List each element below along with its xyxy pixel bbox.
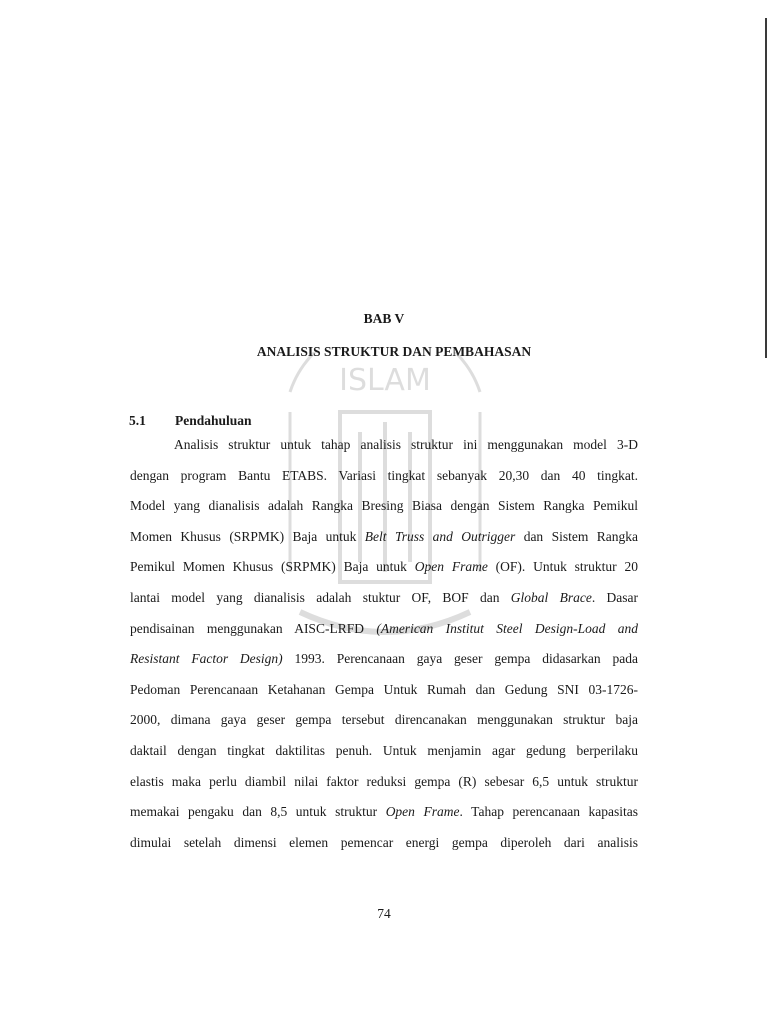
paragraph-line [130,583,638,614]
paragraph-line [130,644,638,675]
paragraph-line [130,552,638,583]
text-run: elastis maka perlu diambil nilai faktor reduksi gempa (R) sebesar 6,5 untuk struktur [130,773,638,789]
paragraph-line [130,430,638,461]
watermark-text: ISLAM [339,363,431,398]
text-run: pendisainan menggunakan AISC-LRFD [130,620,377,636]
section-title: Pendahuluan [175,413,252,428]
text-run: 2000, dimana gaya geser gempa tersebut direncanakan menggunakan struktur baja [130,712,638,728]
italic-text: (American Institut Steel Design-Load and [376,620,638,636]
paragraph-line [130,675,638,706]
text-run: dengan program Bantu ETABS. Variasi tingkat sebanyak 20,30 dan 40 tingkat. [130,467,638,483]
section-number: 5.1 [129,413,146,428]
italic-text: Resistant Factor Design) [130,651,283,667]
paragraph-line [130,522,638,553]
text-run: Momen Khusus (SRPMK) Baja untuk [130,528,365,544]
text-run: . Tahap perencanaan kapasitas [459,804,639,820]
scan-edge-line [765,18,767,358]
paragraph-line [130,614,638,645]
page-number: 74 [377,906,391,921]
paragraph-line [130,736,638,767]
italic-text: Open Frame [414,559,488,575]
italic-text: Belt Truss and Outrigger [364,528,516,544]
text-run: dan Sistem Rangka [515,528,638,544]
paragraph-line [130,797,638,828]
text-run: . Dasar [591,589,638,605]
paragraph-line [130,767,638,798]
text-run: (OF). Untuk struktur 20 [487,559,639,575]
paragraph-line [130,461,638,492]
text-run: Analisis struktur untuk tahap analisis struktur ini menggunakan model 3-D [174,437,638,452]
text-run: memakai pengaku dan 8,5 untuk struktur [130,804,386,820]
text-run: Model yang dianalisis adalah Rangka Bresing Biasa dengan Sistem Rangka Pemikul [130,498,638,514]
paragraph-line [130,491,638,522]
chapter-number: BAB V [363,311,405,326]
text-run: lantai model yang dianalisis adalah stuktur OF, BOF dan [130,589,511,605]
text-run: 1993. Perencanaan gaya geser gempa didasarkan pada [282,651,638,667]
text-run: daktail dengan tingkat daktilitas penuh. Untuk menjamin agar gedung berperilaku [130,742,638,758]
text-run: Pedoman Perencanaan Ketahanan Gempa Untuk Rumah dan Gedung SNI 03-1726- [130,681,638,697]
text-run: Pemikul Momen Khusus (SRPMK) Baja untuk [130,559,415,575]
text-run: dimulai setelah dimensi elemen pemencar energi gempa diperoleh dari analisis [130,834,638,850]
paragraph-line [130,828,638,859]
paragraph-line [130,705,638,736]
chapter-title: ANALISIS STRUKTUR DAN PEMBAHASAN [256,344,532,359]
body-paragraph [130,430,638,858]
italic-text: Global Brace [510,589,592,605]
italic-text: Open Frame [385,804,460,820]
